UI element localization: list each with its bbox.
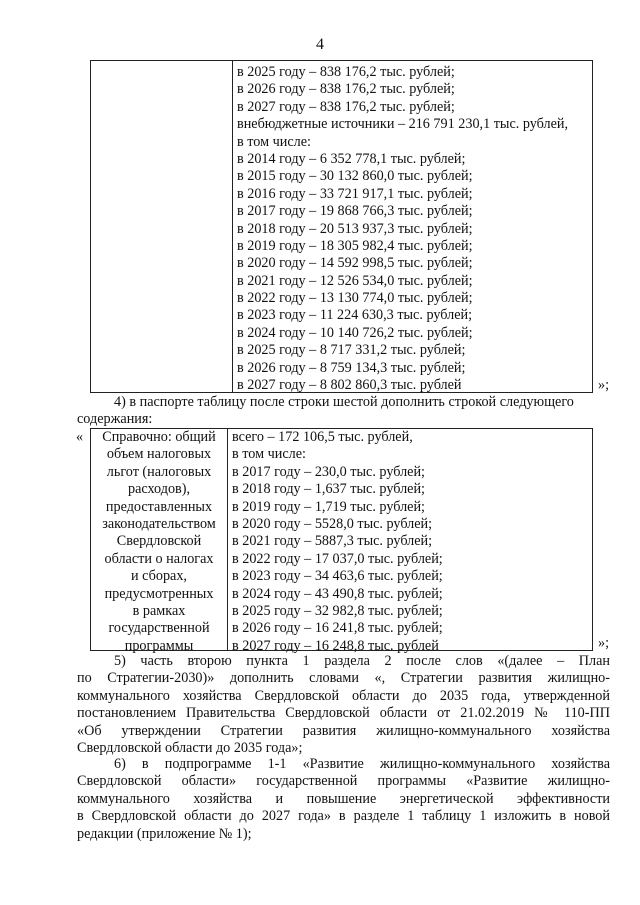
funding-line: в том числе: [237,133,311,150]
label-line: льгот (налоговых [106,463,212,480]
funding-line: в 2019 году – 18 305 982,4 тыс. рублей; [237,237,473,254]
paragraph-line: Свердловской области» государственной программы «Развитие жилищно- [77,773,610,790]
label-line: законодательством [102,515,216,532]
value-line: в 2019 году – 1,719 тыс. рублей; [232,498,425,515]
value-line: в 2020 году – 5528,0 тыс. рублей; [232,515,433,532]
label-line: объем налоговых [106,446,212,463]
value-line: в 2023 году – 34 463,6 тыс. рублей; [232,568,443,585]
paragraph-line: Свердловской области до 2035 года»; [77,740,303,757]
row-label-cell [91,429,227,655]
label-line: области о налогах [104,550,214,567]
value-line: в 2024 году – 43 490,8 тыс. рублей; [232,585,443,602]
funding-line: в 2027 году – 838 176,2 тыс. рублей; [237,98,455,115]
value-line: в 2026 году – 16 241,8 тыс. рублей; [232,620,443,637]
opening-quote-mark: « [76,429,84,445]
funding-line: в 2016 году – 33 721 917,1 тыс. рублей; [237,185,473,202]
closing-quote-mark: »; [598,377,610,393]
value-line: всего – 172 106,5 тыс. рублей, [232,429,413,445]
amendment-paragraph-5 [77,653,610,757]
label-line: Справочно: общий [102,429,216,445]
value-line: в 2018 году – 1,637 тыс. рублей; [232,481,425,498]
label-line: расходов), [127,481,191,498]
funding-line: в 2025 году – 838 176,2 тыс. рублей; [237,64,455,80]
funding-line: внебюджетные источники – 216 791 230,1 тыс. рублей, [237,116,569,133]
paragraph-line: коммунального хозяйства и повышение энергетической эффективности [77,790,610,807]
value-line: в 2027 году – 16 248,8 тыс. рублей [232,637,439,654]
funding-line: в 2021 году – 12 526 534,0 тыс. рублей; [237,272,473,289]
funding-line: в 2025 году – 8 717 331,2 тыс. рублей; [237,342,466,359]
column-divider [232,61,233,392]
funding-cell [237,64,592,394]
funding-line: в 2026 году – 838 176,2 тыс. рублей; [237,81,455,98]
label-line: Свердловской [116,533,202,550]
paragraph-line: в Свердловской области до 2027 года» в разделе 1 таблицу 1 изложить в новой [77,808,610,825]
paragraph-line: по Стратегии-2030)» дополнить словами «, Стратегии развития жилищно- [77,670,610,687]
funding-line: в 2017 году – 19 868 766,3 тыс. рублей; [237,203,473,220]
value-line: в 2017 году – 230,0 тыс. рублей; [232,463,425,480]
closing-quote-mark: »; [598,635,610,651]
funding-line: в 2014 году – 6 352 778,1 тыс. рублей; [237,150,466,167]
paragraph-line: 6) в подпрограмме 1-1 «Развитие жилищно-коммунального хозяйства [114,756,610,772]
column-divider [227,429,228,650]
funding-line: в 2015 году – 30 132 860,0 тыс. рублей; [237,168,473,185]
value-line: в 2021 году – 5887,3 тыс. рублей; [232,533,433,550]
funding-line: в 2026 году – 8 759 134,3 тыс. рублей; [237,359,466,376]
amendment-paragraph-6 [77,756,610,843]
paragraph-line: постановлением Правительства Свердловской области от 21.02.2019 № 110-ПП [77,705,610,722]
funding-line: в 2023 году – 11 224 630,3 тыс. рублей; [237,307,473,324]
paragraph-line: 5) часть второю пункта 1 раздела 2 после слов «(далее – План [114,653,610,669]
label-line: программы [124,637,194,654]
funding-line: в 2020 году – 14 592 998,5 тыс. рублей; [237,255,473,272]
value-line: в 2025 году – 32 982,8 тыс. рублей; [232,602,443,619]
tax-benefits-values-cell [232,429,592,655]
funding-line: в 2027 году – 8 802 860,3 тыс. рублей [237,377,462,394]
paragraph-line: редакции (приложение № 1); [77,825,252,842]
label-line: предусмотренных [104,585,214,602]
paragraph-line: 4) в паспорте таблицу после строки шестой дополнить строкой следующего [114,394,574,410]
paragraph-line: коммунального хозяйства Свердловской области до 2035 года, утвержденной [77,687,610,704]
value-line: в том числе: [232,446,306,463]
page-number: 4 [316,36,324,53]
tax-benefits-table [90,428,593,654]
label-line: в рамках [132,602,186,619]
funding-line: в 2022 году – 13 130 774,0 тыс. рублей; [237,290,473,307]
paragraph-line: содержания: [77,411,153,428]
amendment-paragraph-4 [77,394,610,429]
funding-table-continued [90,60,593,393]
label-line: предоставленных [105,498,213,515]
label-line: государственной [108,620,210,637]
funding-line: в 2018 году – 20 513 937,3 тыс. рублей; [237,220,473,237]
label-line: и сборах, [131,568,187,585]
paragraph-line: «Об утверждении Стратегии развития жилищно-коммунального хозяйства [77,722,610,739]
funding-line: в 2024 году – 10 140 726,2 тыс. рублей; [237,324,473,341]
value-line: в 2022 году – 17 037,0 тыс. рублей; [232,550,443,567]
